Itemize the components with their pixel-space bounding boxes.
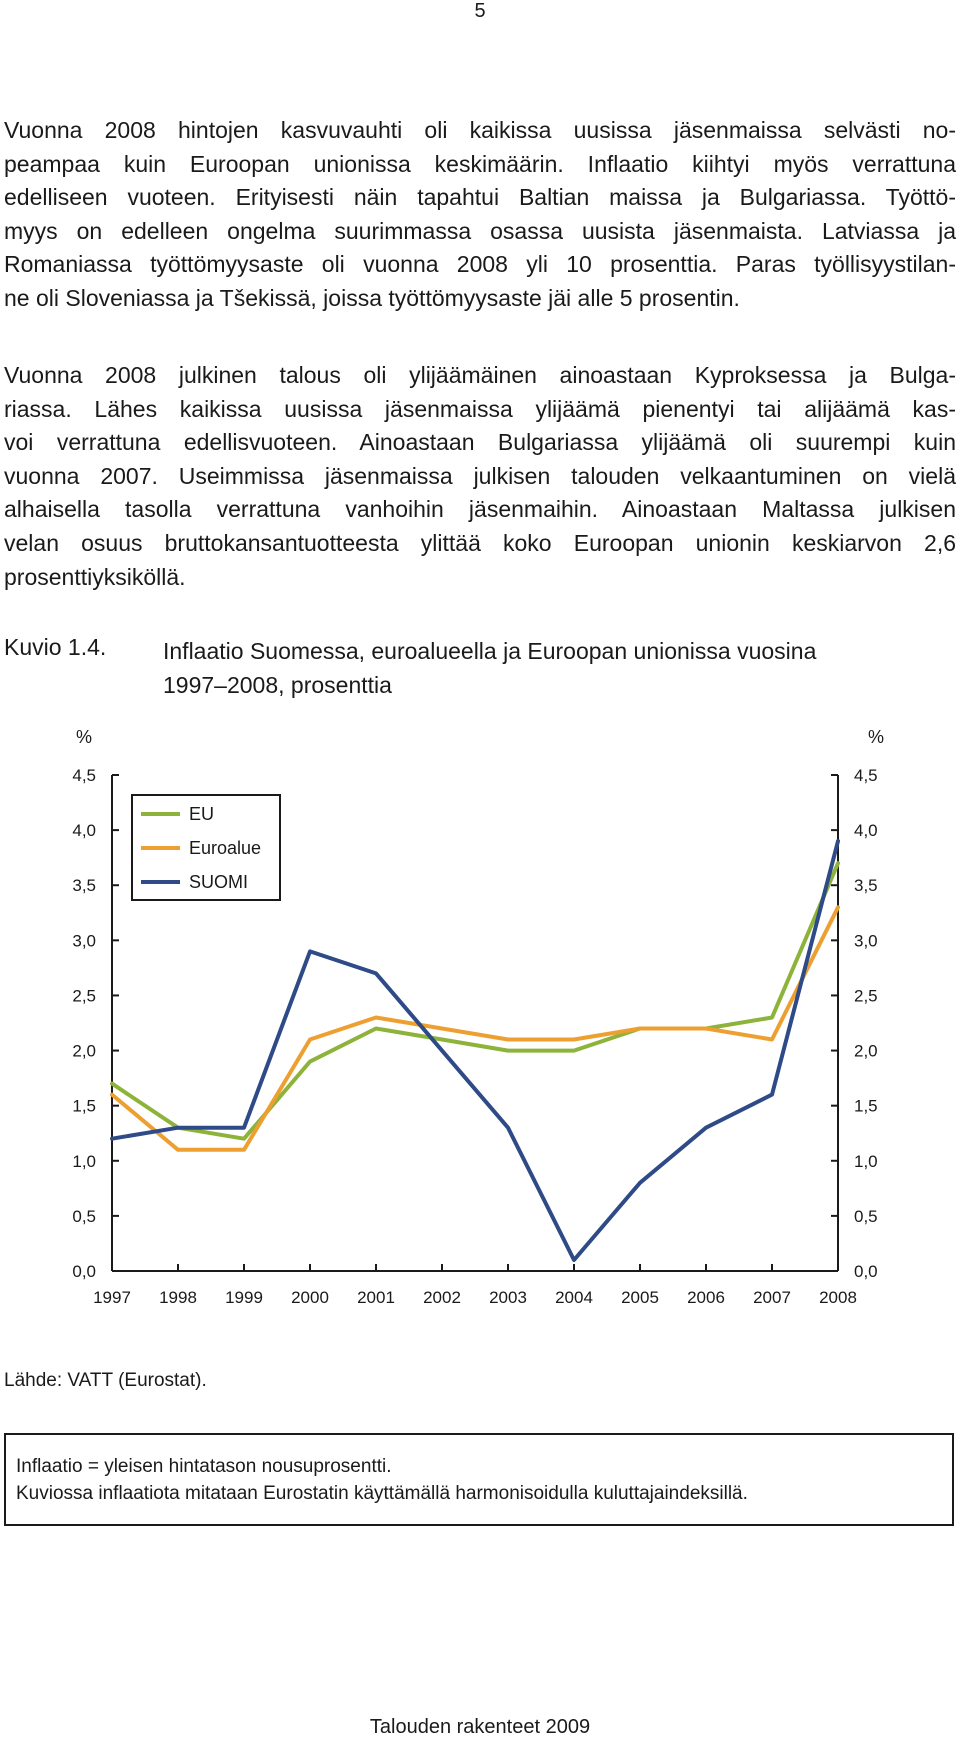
text-line: edelliseen vuoteen. Erityisesti näin tapahtui Baltian maissa ja Bulgariassa. Työttö- xyxy=(4,184,956,211)
paragraph-1 xyxy=(4,114,956,316)
y-axis-label-left: % xyxy=(76,727,93,747)
series-line-suomi xyxy=(112,841,838,1260)
y-tick-label-right: 2,0 xyxy=(854,1041,878,1061)
series-line-eu xyxy=(112,863,838,1138)
y-tick-label-left: 0,0 xyxy=(72,1262,96,1281)
text-line: alhaisella tasolla verrattuna vanhoihin jäsenmaihin. Ainoastaan Maltassa julkisen xyxy=(4,496,956,523)
text-line: velan osuus bruttokansantuotteesta ylittää koko Euroopan unionin keskiarvon 2,6 xyxy=(4,529,956,556)
figure-title-line: Inflaatio Suomessa, euroalueella ja Euroopan unionissa vuosina xyxy=(163,638,817,664)
legend-label: Euroalue xyxy=(189,838,262,858)
text-line: prosenttiyksiköllä. xyxy=(4,563,186,590)
text-line: peampaa kuin Euroopan unionissa keskimäärin. Inflaatio kiihtyi myös verrattuna xyxy=(4,150,956,177)
x-tick-label: 2004 xyxy=(555,1288,593,1307)
source-note: Lähde: VATT (Eurostat). xyxy=(4,1370,207,1391)
text-line: Romaniassa työttömyysaste oli vuonna 2008 yli 10 prosenttia. Paras työllisyystilan- xyxy=(4,251,956,278)
y-tick-label-left: 3,5 xyxy=(72,876,96,896)
y-tick-label-right: 2,5 xyxy=(854,986,878,1006)
text-line: Vuonna 2008 julkinen talous oli ylijäämäinen ainoastaan Kyproksessa ja Bulga- xyxy=(4,362,956,388)
y-tick-label-left: 1,5 xyxy=(72,1096,96,1116)
x-tick-label: 2003 xyxy=(489,1288,527,1307)
paragraph-2 xyxy=(4,359,956,594)
y-tick-label-right: 3,0 xyxy=(854,931,878,951)
y-tick-label-left: 0,5 xyxy=(72,1206,96,1226)
x-tick-label: 2005 xyxy=(621,1288,659,1307)
x-tick-label: 2007 xyxy=(753,1288,791,1307)
chart-legend xyxy=(132,795,280,900)
legend-label: EU xyxy=(189,804,215,824)
y-axis-label-right: % xyxy=(868,727,885,747)
y-tick-label-left: 2,0 xyxy=(72,1041,96,1061)
figure-title xyxy=(163,634,816,702)
series-line-euroalue xyxy=(112,907,838,1150)
text-line: riassa. Lähes kaikissa uusissa jäsenmaissa ylijäämä pienentyi tai alijäämä kas- xyxy=(4,395,956,422)
figure-title-line: 1997–2008, prosenttia xyxy=(163,672,392,698)
definition-line: Kuviossa inflaatiota mitataan Eurostatin käyttämällä harmonisoidulla kuluttajaindeksillä. xyxy=(16,1483,748,1504)
y-tick-label-left: 4,0 xyxy=(72,821,96,841)
y-tick-label-right: 3,5 xyxy=(854,876,878,896)
text-line: vuonna 2007. Useimmissa jäsenmaissa julkisen talouden velkaantuminen on vielä xyxy=(4,462,956,489)
inflation-line-chart xyxy=(0,720,960,1320)
y-tick-label-right: 4,5 xyxy=(854,766,878,785)
x-tick-label: 1999 xyxy=(225,1288,263,1307)
y-tick-label-left: 3,0 xyxy=(72,931,96,951)
y-tick-label-right: 0,0 xyxy=(854,1262,878,1281)
x-tick-label: 2008 xyxy=(819,1288,857,1307)
chart-series xyxy=(112,841,838,1260)
x-tick-label: 2001 xyxy=(357,1288,395,1307)
x-tick-label: 2006 xyxy=(687,1288,725,1307)
text-line: ne oli Sloveniassa ja Tšekissä, joissa työttömyysaste jäi alle 5 prosentin. xyxy=(4,284,740,311)
y-tick-label-right: 1,5 xyxy=(854,1096,878,1116)
y-tick-label-left: 1,0 xyxy=(72,1151,96,1171)
y-tick-label-right: 1,0 xyxy=(854,1151,878,1171)
definition-line: Inflaatio = yleisen hintatason nousuprosentti. xyxy=(16,1456,392,1477)
x-tick-label: 1998 xyxy=(159,1288,197,1307)
page-number: 5 xyxy=(474,0,486,22)
figure-label: Kuvio 1.4. xyxy=(4,634,107,660)
y-tick-label-right: 0,5 xyxy=(854,1206,878,1226)
y-tick-label-left: 2,5 xyxy=(72,986,96,1006)
page-footer: Talouden rakenteet 2009 xyxy=(369,1716,591,1738)
y-tick-label-left: 4,5 xyxy=(72,766,96,785)
x-tick-label: 2000 xyxy=(291,1288,329,1307)
y-tick-label-right: 4,0 xyxy=(854,821,878,841)
text-line: myys on edelleen ongelma suurimmassa osassa uusista jäsenmaista. Latviassa ja xyxy=(4,217,956,244)
definition-box xyxy=(4,1433,954,1526)
x-tick-label: 1997 xyxy=(93,1288,131,1307)
x-tick-label: 2002 xyxy=(423,1288,461,1307)
text-line: voi verrattuna edellisvuoteen. Ainoastaan Bulgariassa ylijäämä oli suurempi kuin xyxy=(4,429,956,456)
legend-label: SUOMI xyxy=(189,872,249,892)
text-line: Vuonna 2008 hintojen kasvuvauhti oli kaikissa uusissa jäsenmaissa selvästi no- xyxy=(4,117,956,143)
